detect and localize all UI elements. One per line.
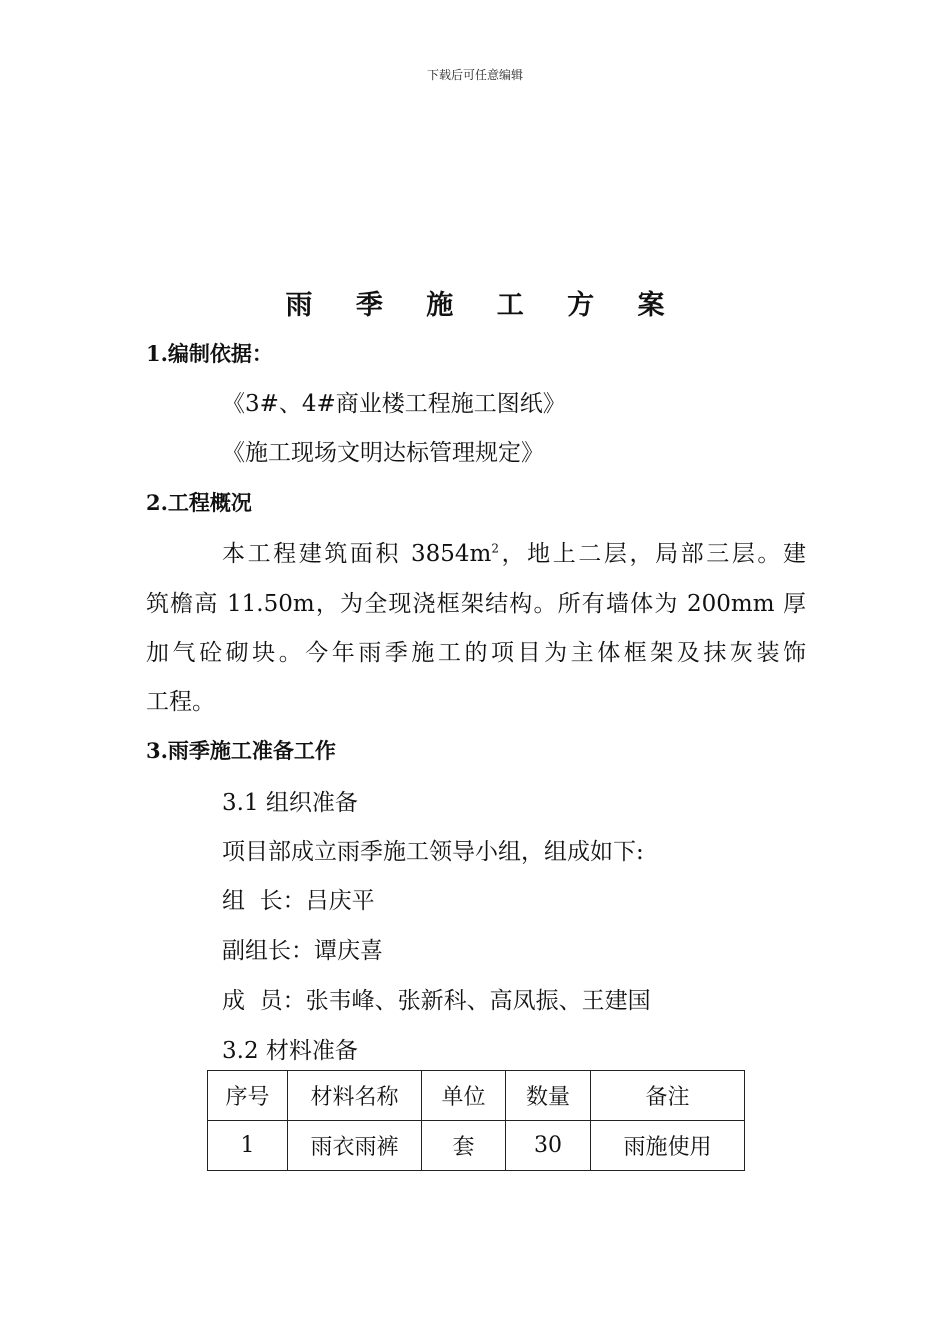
cell-no: 1 — [208, 1121, 288, 1171]
header-cell-no: 序号 — [208, 1071, 288, 1121]
cell-note: 雨施使用 — [591, 1121, 745, 1171]
section-1-heading: 1.编制依据： — [146, 341, 273, 366]
subsection-3-1: 3.1 组织准备 — [222, 790, 358, 816]
reference-1: 《3#、4#商业楼工程施工图纸》 — [222, 391, 566, 417]
header-cell-qty: 数量 — [506, 1071, 591, 1121]
cell-unit: 套 — [422, 1121, 506, 1171]
section-2-heading: 2.工程概况 — [146, 490, 252, 515]
cell-name: 雨衣雨裤 — [288, 1121, 422, 1171]
table-row — [208, 1121, 745, 1171]
group-members: 成 员：张韦峰、张新科、高凤振、王建国 — [222, 988, 651, 1014]
overview-line-3: 加气砼砌块。今年雨季施工的项目为主体框架及抹灰装饰 — [146, 640, 806, 666]
cell-qty: 30 — [506, 1121, 591, 1171]
subsection-3-2: 3.2 材料准备 — [222, 1038, 358, 1064]
leader-group-intro: 项目部成立雨季施工领导小组，组成如下: — [222, 839, 644, 865]
overview-line-4: 工程。 — [146, 689, 215, 715]
overview-line-2: 筑檐高 11.50m，为全现浇框架结构。所有墙体为 200mm 厚 — [146, 591, 806, 617]
overview-line-1: 本工程建筑面积 $3854m^2$，地上二层，局部三层。建 — [222, 541, 807, 567]
group-leader: 组 长：吕庆平 — [222, 888, 375, 914]
deputy-leader: 副组长：谭庆喜 — [222, 938, 383, 964]
table-header-row — [208, 1071, 745, 1121]
header-cell-unit: 单位 — [422, 1071, 506, 1121]
header-note: 下载后可任意编辑 — [426, 68, 523, 82]
section-3-heading: 3.雨季施工准备工作 — [146, 738, 336, 763]
superscript-2: 2 — [491, 541, 499, 556]
document-title: 雨 季 施 工 方 案 — [285, 290, 682, 321]
materials-table — [207, 1070, 745, 1171]
header-cell-note: 备注 — [591, 1071, 745, 1121]
reference-2: 《施工现场文明达标管理规定》 — [222, 440, 544, 466]
header-cell-name: 材料名称 — [288, 1071, 422, 1121]
